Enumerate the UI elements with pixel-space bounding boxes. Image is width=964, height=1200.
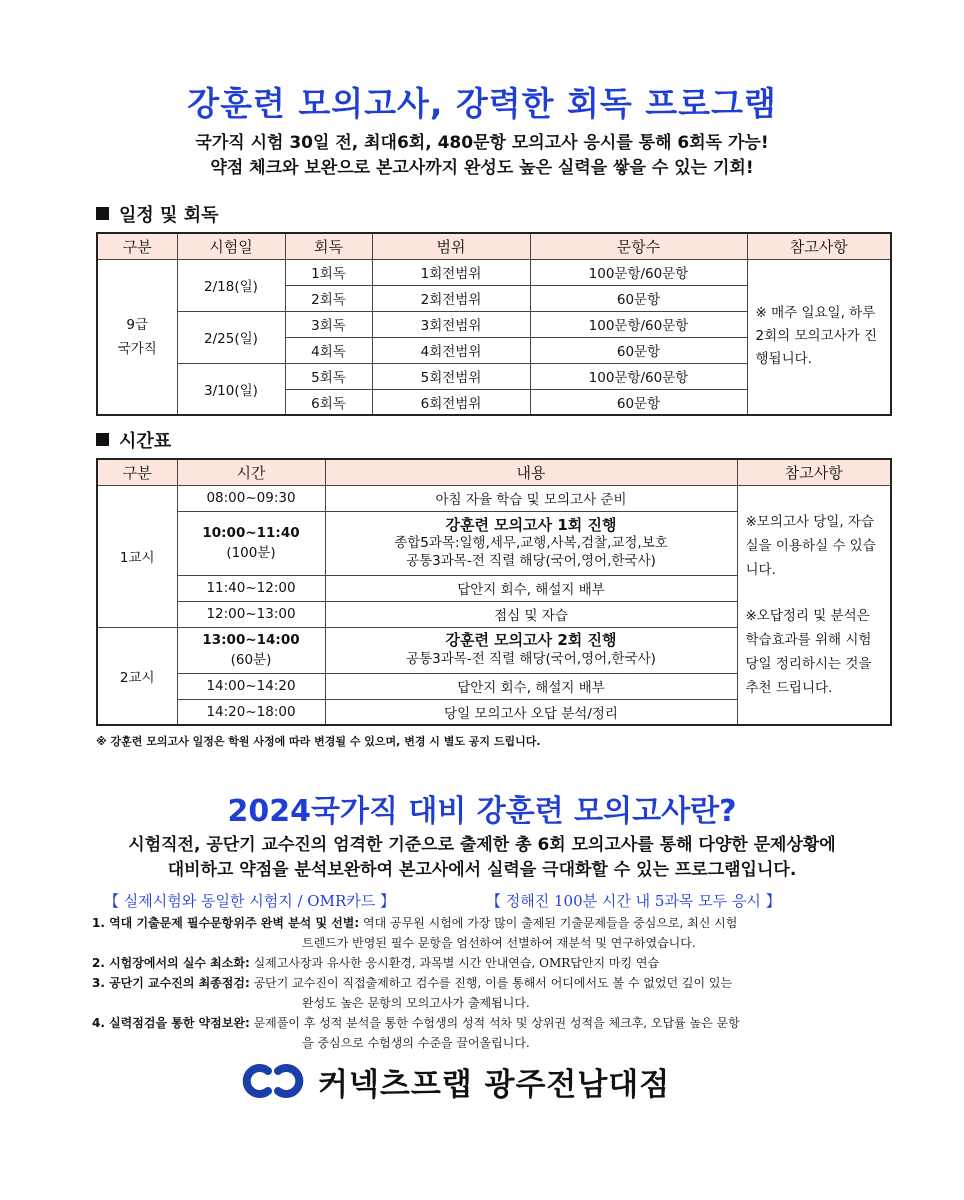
timetable-note-cell	[737, 485, 891, 725]
timetable-heading	[96, 427, 171, 453]
range-cell: 4회전범위	[372, 337, 530, 363]
feature-tag-2: 【 정해진 100분 시간 내 5과목 모두 응시 】	[486, 892, 781, 910]
range-cell: 2회전범위	[372, 285, 530, 311]
schedule-heading-text: 일정 및 회독	[119, 205, 219, 226]
item-lead: 4. 실력점검을 통한 약점보완:	[92, 1016, 250, 1030]
duration: (100분)	[226, 545, 276, 561]
schedule-group-cell: 9급 국가직	[97, 259, 177, 415]
round-cell: 3회독	[285, 311, 372, 337]
schedule-col-header: 문항수	[530, 233, 747, 259]
exam-date-cell: 2/25(일)	[177, 311, 285, 363]
range-cell: 6회전범위	[372, 389, 530, 415]
range-cell: 3회전범위	[372, 311, 530, 337]
exam-date-cell: 3/10(일)	[177, 363, 285, 415]
square-bullet-icon	[96, 433, 109, 446]
schedule-note-cell: ※ 매주 일요일, 하루 2회의 모의고사가 진행됩니다.	[747, 259, 891, 415]
list-item	[92, 913, 892, 953]
item-text: 실제고사장과 유사한 응시환경, 과목별 시간 안내연습, OMR답안지 마킹 연습	[249, 956, 660, 970]
timetable-col-header: 시간	[177, 459, 325, 485]
feature-tag-1: 【 실제시험와 동일한 시험지 / OMR카드 】	[104, 892, 395, 910]
page-title: 강훈련 모의고사, 강력한 회독 프로그램	[187, 84, 777, 123]
round-cell: 4회독	[285, 337, 372, 363]
schedule-col-header: 참고사항	[747, 233, 891, 259]
count-cell: 60문항	[530, 389, 747, 415]
intro-line-1: 시험직전, 공단기 교수진의 엄격한 기준으로 출제한 총 6회 모의고사를 통해 다양한 문제상황에	[128, 835, 836, 855]
square-bullet-icon	[96, 207, 109, 220]
item-continuation: 트렌드가 반영된 필수 문항을 엄선하여 선별하여 재분석 및 연구하였습니다.	[302, 936, 696, 950]
range-cell: 5회전범위	[372, 363, 530, 389]
time-cell: 14:00~14:20	[177, 673, 325, 699]
brand-name: 커넥츠프랩 광주전남대점	[318, 1066, 671, 1103]
time-cell: 08:00~09:30	[177, 485, 325, 511]
time-range: 13:00~14:00	[202, 632, 300, 648]
content-cell: 답안지 회수, 해설지 배부	[325, 575, 737, 601]
item-lead: 3. 공단기 교수진의 최종점검:	[92, 976, 250, 990]
content-cell: 점심 및 자습	[325, 601, 737, 627]
time-cell	[177, 627, 325, 673]
time-cell: 14:20~18:00	[177, 699, 325, 725]
list-item	[92, 953, 892, 973]
duration: (60분)	[230, 652, 272, 668]
list-item	[92, 1013, 892, 1053]
exam-date-cell: 2/18(일)	[177, 259, 285, 311]
timetable-note-1: ※모의고사 당일, 자습실을 이용하실 수 있습니다.	[745, 513, 876, 578]
brand-logo	[242, 1058, 670, 1104]
timetable-heading-text: 시간표	[119, 431, 172, 452]
item-continuation: 완성도 높은 문항의 모의고사가 출제됩니다.	[302, 996, 530, 1010]
content-line: 종합5과목:일행,세무,교행,사복,검찰,교정,보호	[394, 535, 668, 551]
time-cell: 11:40~12:00	[177, 575, 325, 601]
timetable-col-header: 내용	[325, 459, 737, 485]
content-cell	[325, 511, 737, 575]
time-cell: 12:00~13:00	[177, 601, 325, 627]
round-cell: 1회독	[285, 259, 372, 285]
time-cell	[177, 511, 325, 575]
round-cell: 2회독	[285, 285, 372, 311]
item-continuation: 을 중심으로 수험생의 수준을 끌어올립니다.	[302, 1036, 530, 1050]
round-cell: 5회독	[285, 363, 372, 389]
schedule-footnote: ※ 강훈련 모의고사 일정은 학원 사정에 따라 변경될 수 있으며, 변경 시 별도 공지 드립니다.	[96, 735, 541, 748]
table-row	[97, 485, 891, 511]
period-cell: 1교시	[97, 485, 177, 627]
content-cell	[325, 627, 737, 673]
content-title: 강훈련 모의고사 1회 진행	[445, 516, 617, 534]
timetable-col-header: 구분	[97, 459, 177, 485]
schedule-col-header: 회독	[285, 233, 372, 259]
content-cell: 당일 모의고사 오답 분석/정리	[325, 699, 737, 725]
subtitle-line-1: 국가직 시험 30일 전, 최대6회, 480문항 모의고사 응시를 통해 6회독 가능!	[195, 133, 769, 153]
timetable-col-header: 참고사항	[737, 459, 891, 485]
content-line: 공통3과목-전 직렬 해당(국어,영어,한국사)	[406, 651, 656, 667]
schedule-table	[96, 232, 892, 416]
item-lead: 1. 역대 기출문제 필수문항위주 완벽 분석 및 선별:	[92, 916, 360, 930]
time-range: 10:00~11:40	[202, 525, 300, 541]
content-line: 공통3과목-전 직렬 해당(국어,영어,한국사)	[406, 553, 656, 569]
intro-title: 2024국가직 대비 강훈련 모의고사란?	[227, 794, 737, 829]
brand-mark-icon	[242, 1061, 304, 1101]
schedule-col-header: 구분	[97, 233, 177, 259]
item-text: 문제풀이 후 성적 분석을 통한 수험생의 성적 석차 및 상위권 성적을 체크후, 오답률 높은 문항	[249, 1016, 740, 1030]
count-cell: 100문항/60문항	[530, 259, 747, 285]
content-cell: 아침 자율 학습 및 모의고사 준비	[325, 485, 737, 511]
count-cell: 100문항/60문항	[530, 311, 747, 337]
count-cell: 100문항/60문항	[530, 363, 747, 389]
schedule-col-header: 시험일	[177, 233, 285, 259]
content-title: 강훈련 모의고사 2회 진행	[445, 631, 617, 649]
schedule-col-header: 범위	[372, 233, 530, 259]
item-text: 역대 공무원 시험에 가장 많이 출제된 기출문제들을 중심으로, 최신 시험	[359, 916, 738, 930]
item-lead: 2. 시험장에서의 실수 최소화:	[92, 956, 250, 970]
intro-line-2: 대비하고 약점을 분석보완하여 본고사에서 실력을 극대화할 수 있는 프로그램입니다.	[167, 860, 797, 880]
range-cell: 1회전범위	[372, 259, 530, 285]
feature-list	[92, 913, 892, 1053]
count-cell: 60문항	[530, 285, 747, 311]
timetable-header-row	[97, 459, 891, 485]
round-cell: 6회독	[285, 389, 372, 415]
item-text: 공단기 교수진이 직접출제하고 검수를 진행, 이를 통해서 어디에서도 볼 수 없었던 깊이 있는	[249, 976, 733, 990]
timetable-note-2: ※오답정리 및 분석은 학습효과를 위해 시험당일 정리하시는 것을 추천 드립니다.	[745, 607, 872, 696]
content-cell: 답안지 회수, 해설지 배부	[325, 673, 737, 699]
count-cell: 60문항	[530, 337, 747, 363]
period-cell: 2교시	[97, 627, 177, 725]
table-row	[97, 259, 891, 285]
timetable-table	[96, 458, 892, 726]
list-item	[92, 973, 892, 1013]
schedule-heading	[96, 201, 218, 227]
schedule-header-row	[97, 233, 891, 259]
subtitle-line-2: 약점 체크와 보완으로 본고사까지 완성도 높은 실력을 쌓을 수 있는 기회!	[210, 158, 754, 178]
